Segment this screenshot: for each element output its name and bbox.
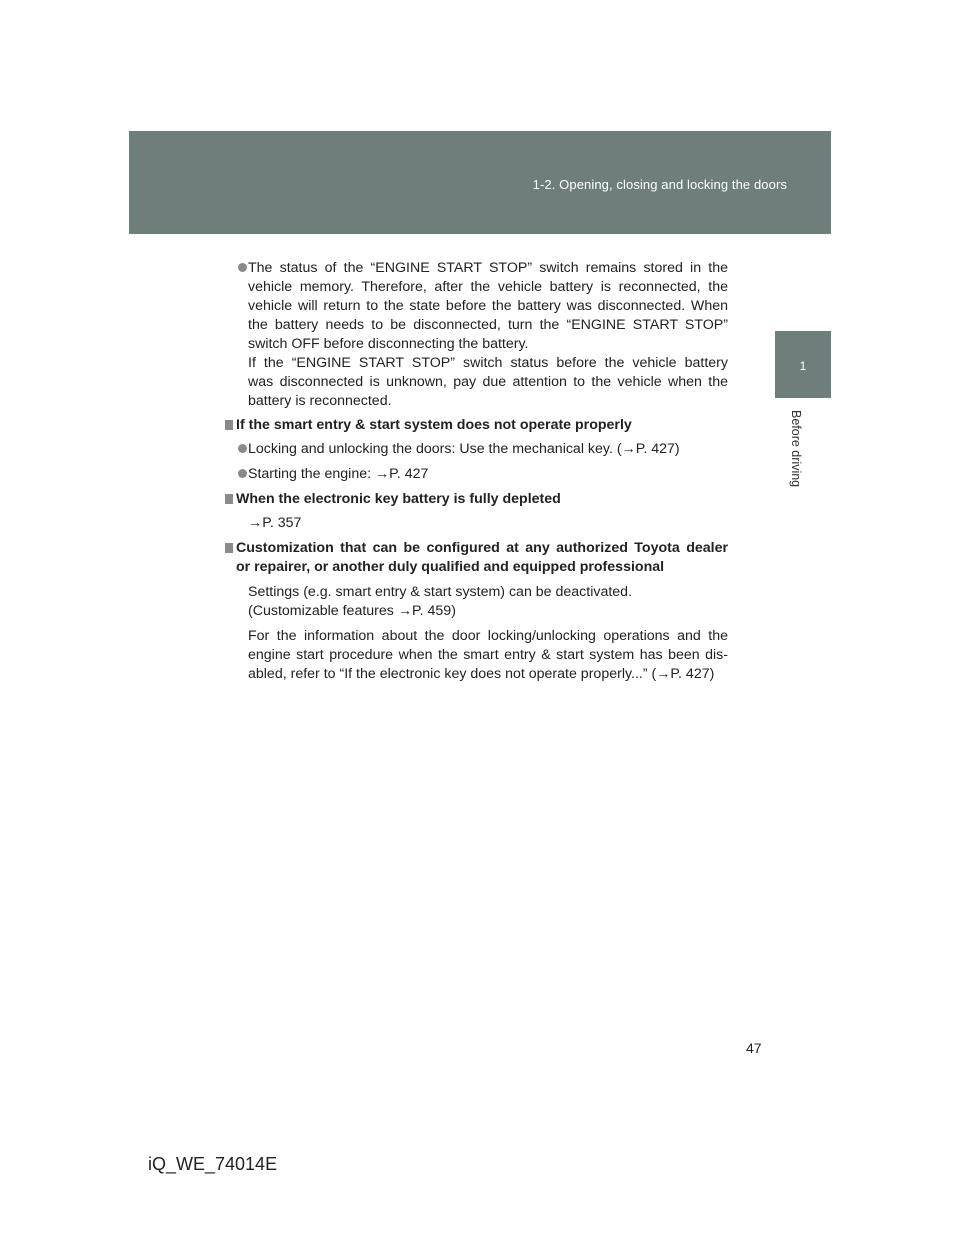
battery-heading: When the electronic key battery is fully depleted	[222, 490, 728, 509]
text-line: engine start procedure when the smart entry & start system has been dis-	[248, 647, 728, 663]
text-line: Customization that can be configured at any authorized Toyota dealer	[236, 540, 728, 556]
text-line: switch OFF before disconnecting the battery.	[248, 336, 529, 352]
chapter-number: 1	[799, 359, 807, 373]
bullet-disc-icon	[238, 469, 247, 478]
text-line: vehicle memory. Therefore, after the vehicle battery is reconnected, the	[248, 279, 728, 295]
starting-bullet: Starting the engine: →P. 427	[222, 465, 728, 484]
page-number: 47	[746, 1040, 762, 1056]
text-line: abled, refer to “If the electronic key does not operate properly...” (→P. 427)	[248, 666, 715, 682]
text-line: battery is reconnected.	[248, 393, 392, 409]
text-line: vehicle will return to the state before the battery was disconnected. When	[248, 298, 728, 314]
text-line: Settings (e.g. smart entry & start system) can be deactivated.	[248, 584, 633, 600]
text-line: was disconnected is unknown, pay due attention to the vehicle when the	[248, 374, 728, 390]
customization-heading	[222, 539, 728, 577]
settings-paragraph	[222, 583, 728, 621]
heading-square-icon	[225, 494, 233, 504]
heading-square-icon	[225, 420, 233, 430]
bullet-disc-icon	[238, 263, 247, 272]
bullet-disc-icon	[238, 444, 247, 453]
chapter-header	[129, 131, 831, 234]
text-line: The status of the “ENGINE START STOP” switch remains stored in the	[248, 260, 728, 276]
page-content	[222, 259, 728, 690]
text-line: For the information about the door locking/unlocking operations and the	[248, 628, 728, 644]
document-code: iQ_WE_74014E	[148, 1154, 278, 1174]
battery-reference: →P. 357	[248, 515, 302, 531]
info-paragraph	[222, 627, 728, 684]
text-line: or repairer, or another duly qualified and equipped professional	[236, 559, 665, 575]
smart-entry-heading: If the smart entry & start system does not operate properly	[222, 416, 728, 435]
chapter-label: Before driving	[789, 410, 803, 488]
text-line: the battery needs to be disconnected, turn the “ENGINE START STOP”	[248, 317, 728, 333]
heading-square-icon	[225, 543, 233, 553]
text-line: If the “ENGINE START STOP” switch status before the vehicle battery	[248, 355, 728, 371]
section-title: 1-2. Opening, closing and locking the doors	[532, 177, 787, 192]
chapter-tab	[775, 331, 831, 398]
locking-bullet: Locking and unlocking the doors: Use the mechanical key. (→P. 427)	[222, 440, 728, 459]
text-line: (Customizable features →P. 459)	[248, 603, 456, 619]
status-bullet	[222, 259, 728, 411]
